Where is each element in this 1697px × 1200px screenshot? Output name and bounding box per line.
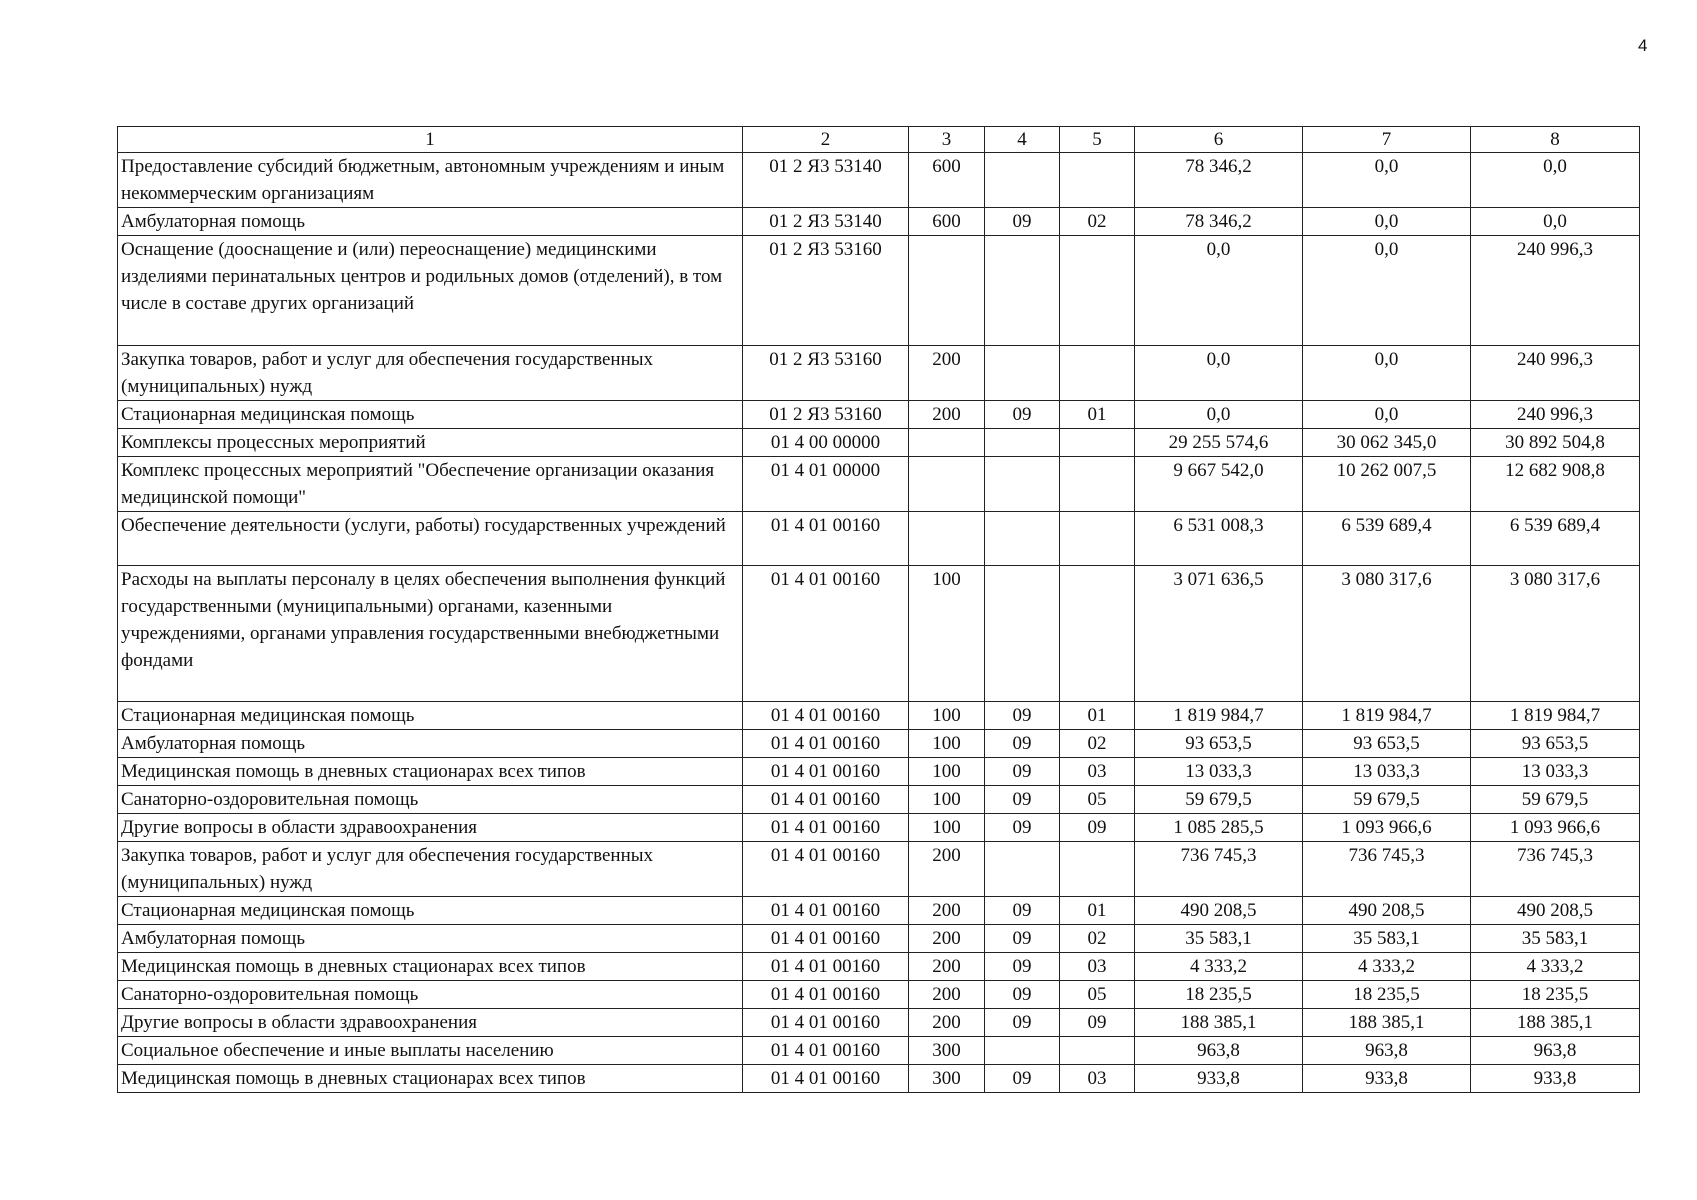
expense-name-cell: Закупка товаров, работ и услуг для обеспечения государственных (муниципальных) нужд bbox=[118, 346, 743, 401]
section-cell: 09 bbox=[985, 981, 1060, 1009]
amount-year3-cell: 6 539 689,4 bbox=[1471, 512, 1640, 566]
subsection-cell: 03 bbox=[1060, 758, 1135, 786]
column-number: 6 bbox=[1135, 127, 1303, 153]
table-row bbox=[118, 346, 1640, 401]
amount-year1-cell: 29 255 574,6 bbox=[1135, 429, 1303, 457]
amount-year2-cell: 188 385,1 bbox=[1303, 1009, 1471, 1037]
table-row bbox=[118, 897, 1640, 925]
table-row bbox=[118, 1009, 1640, 1037]
amount-year1-cell: 78 346,2 bbox=[1135, 153, 1303, 208]
section-cell: 09 bbox=[985, 730, 1060, 758]
amount-year2-cell: 933,8 bbox=[1303, 1065, 1471, 1093]
amount-year2-cell: 963,8 bbox=[1303, 1037, 1471, 1065]
expense-name-cell: Другие вопросы в области здравоохранения bbox=[118, 814, 743, 842]
section-cell bbox=[985, 153, 1060, 208]
section-cell bbox=[985, 1037, 1060, 1065]
amount-year3-cell: 490 208,5 bbox=[1471, 897, 1640, 925]
table-row bbox=[118, 153, 1640, 208]
target-code-cell: 01 2 Я3 53140 bbox=[743, 153, 909, 208]
subsection-cell: 09 bbox=[1060, 1009, 1135, 1037]
section-cell: 09 bbox=[985, 702, 1060, 730]
subsection-cell bbox=[1060, 429, 1135, 457]
section-cell bbox=[985, 566, 1060, 702]
subsection-cell bbox=[1060, 457, 1135, 512]
section-cell: 09 bbox=[985, 758, 1060, 786]
expense-name-cell: Санаторно-оздоровительная помощь bbox=[118, 981, 743, 1009]
section-cell: 09 bbox=[985, 786, 1060, 814]
amount-year3-cell: 12 682 908,8 bbox=[1471, 457, 1640, 512]
table-row bbox=[118, 730, 1640, 758]
column-number: 7 bbox=[1303, 127, 1471, 153]
amount-year2-cell: 35 583,1 bbox=[1303, 925, 1471, 953]
expense-type-cell bbox=[909, 236, 985, 346]
target-code-cell: 01 4 01 00160 bbox=[743, 1065, 909, 1093]
amount-year1-cell: 963,8 bbox=[1135, 1037, 1303, 1065]
table-row bbox=[118, 981, 1640, 1009]
expense-name-cell: Обеспечение деятельности (услуги, работы) государственных учреждений bbox=[118, 512, 743, 566]
section-cell: 09 bbox=[985, 401, 1060, 429]
subsection-cell: 03 bbox=[1060, 953, 1135, 981]
amount-year1-cell: 1 085 285,5 bbox=[1135, 814, 1303, 842]
amount-year2-cell: 0,0 bbox=[1303, 401, 1471, 429]
expense-type-cell: 100 bbox=[909, 786, 985, 814]
expense-name-cell: Санаторно-оздоровительная помощь bbox=[118, 786, 743, 814]
target-code-cell: 01 2 Я3 53160 bbox=[743, 346, 909, 401]
amount-year2-cell: 4 333,2 bbox=[1303, 953, 1471, 981]
expense-name-cell: Медицинская помощь в дневных стационарах всех типов bbox=[118, 953, 743, 981]
amount-year3-cell: 3 080 317,6 bbox=[1471, 566, 1640, 702]
expense-type-cell: 200 bbox=[909, 953, 985, 981]
expense-type-cell bbox=[909, 429, 985, 457]
subsection-cell: 01 bbox=[1060, 401, 1135, 429]
column-number-row bbox=[118, 127, 1640, 153]
expense-type-cell: 200 bbox=[909, 401, 985, 429]
expense-name-cell: Другие вопросы в области здравоохранения bbox=[118, 1009, 743, 1037]
expense-type-cell: 200 bbox=[909, 925, 985, 953]
expense-type-cell: 600 bbox=[909, 208, 985, 236]
amount-year2-cell: 0,0 bbox=[1303, 236, 1471, 346]
expense-type-cell: 300 bbox=[909, 1037, 985, 1065]
section-cell: 09 bbox=[985, 814, 1060, 842]
expense-type-cell: 200 bbox=[909, 346, 985, 401]
section-cell bbox=[985, 512, 1060, 566]
amount-year1-cell: 736 745,3 bbox=[1135, 842, 1303, 897]
target-code-cell: 01 4 01 00160 bbox=[743, 730, 909, 758]
amount-year3-cell: 0,0 bbox=[1471, 153, 1640, 208]
expense-type-cell: 300 bbox=[909, 1065, 985, 1093]
table-body bbox=[118, 127, 1640, 1093]
table-row bbox=[118, 814, 1640, 842]
table-row bbox=[118, 401, 1640, 429]
expense-name-cell: Закупка товаров, работ и услуг для обеспечения государственных (муниципальных) нужд bbox=[118, 842, 743, 897]
amount-year1-cell: 0,0 bbox=[1135, 236, 1303, 346]
table-row bbox=[118, 953, 1640, 981]
amount-year2-cell: 13 033,3 bbox=[1303, 758, 1471, 786]
expense-type-cell: 200 bbox=[909, 842, 985, 897]
amount-year1-cell: 188 385,1 bbox=[1135, 1009, 1303, 1037]
table-row bbox=[118, 1065, 1640, 1093]
subsection-cell bbox=[1060, 153, 1135, 208]
target-code-cell: 01 4 01 00160 bbox=[743, 897, 909, 925]
amount-year1-cell: 18 235,5 bbox=[1135, 981, 1303, 1009]
expense-name-cell: Стационарная медицинская помощь bbox=[118, 401, 743, 429]
amount-year1-cell: 3 071 636,5 bbox=[1135, 566, 1303, 702]
amount-year2-cell: 1 093 966,6 bbox=[1303, 814, 1471, 842]
amount-year2-cell: 3 080 317,6 bbox=[1303, 566, 1471, 702]
table-row bbox=[118, 236, 1640, 346]
expense-type-cell: 100 bbox=[909, 566, 985, 702]
subsection-cell: 03 bbox=[1060, 1065, 1135, 1093]
section-cell bbox=[985, 457, 1060, 512]
section-cell: 09 bbox=[985, 953, 1060, 981]
expense-name-cell: Расходы на выплаты персоналу в целях обеспечения выполнения функций государственными (муниципальными) органами, казенными учреждениями, органами управления государственными внебюджетными фондами bbox=[118, 566, 743, 702]
amount-year3-cell: 240 996,3 bbox=[1471, 401, 1640, 429]
expense-type-cell: 200 bbox=[909, 1009, 985, 1037]
target-code-cell: 01 4 01 00160 bbox=[743, 925, 909, 953]
expense-name-cell: Оснащение (дооснащение и (или) переоснащение) медицинскими изделиями перинатальных центров и родильных домов (отделений), в том числе в составе других организаций bbox=[118, 236, 743, 346]
target-code-cell: 01 4 01 00160 bbox=[743, 566, 909, 702]
amount-year3-cell: 1 819 984,7 bbox=[1471, 702, 1640, 730]
target-code-cell: 01 4 01 00160 bbox=[743, 758, 909, 786]
amount-year3-cell: 188 385,1 bbox=[1471, 1009, 1640, 1037]
subsection-cell bbox=[1060, 236, 1135, 346]
target-code-cell: 01 4 01 00160 bbox=[743, 786, 909, 814]
expense-name-cell: Амбулаторная помощь bbox=[118, 925, 743, 953]
expense-type-cell: 100 bbox=[909, 702, 985, 730]
expense-type-cell bbox=[909, 457, 985, 512]
table-row bbox=[118, 1037, 1640, 1065]
subsection-cell: 02 bbox=[1060, 730, 1135, 758]
amount-year3-cell: 13 033,3 bbox=[1471, 758, 1640, 786]
section-cell: 09 bbox=[985, 1065, 1060, 1093]
amount-year2-cell: 18 235,5 bbox=[1303, 981, 1471, 1009]
amount-year1-cell: 13 033,3 bbox=[1135, 758, 1303, 786]
amount-year2-cell: 736 745,3 bbox=[1303, 842, 1471, 897]
amount-year1-cell: 93 653,5 bbox=[1135, 730, 1303, 758]
amount-year1-cell: 59 679,5 bbox=[1135, 786, 1303, 814]
amount-year1-cell: 9 667 542,0 bbox=[1135, 457, 1303, 512]
target-code-cell: 01 4 01 00160 bbox=[743, 842, 909, 897]
amount-year1-cell: 490 208,5 bbox=[1135, 897, 1303, 925]
table-row bbox=[118, 702, 1640, 730]
amount-year3-cell: 1 093 966,6 bbox=[1471, 814, 1640, 842]
amount-year3-cell: 59 679,5 bbox=[1471, 786, 1640, 814]
target-code-cell: 01 4 01 00160 bbox=[743, 702, 909, 730]
column-number: 2 bbox=[743, 127, 909, 153]
subsection-cell: 02 bbox=[1060, 925, 1135, 953]
expense-name-cell: Комплексы процессных мероприятий bbox=[118, 429, 743, 457]
expense-type-cell: 100 bbox=[909, 758, 985, 786]
amount-year2-cell: 0,0 bbox=[1303, 153, 1471, 208]
table-row bbox=[118, 925, 1640, 953]
section-cell: 09 bbox=[985, 208, 1060, 236]
amount-year2-cell: 10 262 007,5 bbox=[1303, 457, 1471, 512]
target-code-cell: 01 4 01 00160 bbox=[743, 981, 909, 1009]
subsection-cell: 01 bbox=[1060, 897, 1135, 925]
amount-year1-cell: 0,0 bbox=[1135, 346, 1303, 401]
amount-year3-cell: 240 996,3 bbox=[1471, 346, 1640, 401]
amount-year2-cell: 0,0 bbox=[1303, 208, 1471, 236]
subsection-cell: 05 bbox=[1060, 786, 1135, 814]
subsection-cell bbox=[1060, 566, 1135, 702]
target-code-cell: 01 2 Я3 53160 bbox=[743, 236, 909, 346]
expense-type-cell bbox=[909, 512, 985, 566]
target-code-cell: 01 4 01 00160 bbox=[743, 512, 909, 566]
column-number: 4 bbox=[985, 127, 1060, 153]
column-number: 8 bbox=[1471, 127, 1640, 153]
target-code-cell: 01 4 01 00160 bbox=[743, 953, 909, 981]
target-code-cell: 01 2 Я3 53140 bbox=[743, 208, 909, 236]
amount-year2-cell: 93 653,5 bbox=[1303, 730, 1471, 758]
amount-year2-cell: 1 819 984,7 bbox=[1303, 702, 1471, 730]
amount-year2-cell: 490 208,5 bbox=[1303, 897, 1471, 925]
expense-type-cell: 600 bbox=[909, 153, 985, 208]
amount-year3-cell: 35 583,1 bbox=[1471, 925, 1640, 953]
expense-name-cell: Амбулаторная помощь bbox=[118, 208, 743, 236]
amount-year3-cell: 93 653,5 bbox=[1471, 730, 1640, 758]
column-number: 3 bbox=[909, 127, 985, 153]
amount-year3-cell: 963,8 bbox=[1471, 1037, 1640, 1065]
amount-year1-cell: 4 333,2 bbox=[1135, 953, 1303, 981]
expense-name-cell: Социальное обеспечение и иные выплаты населению bbox=[118, 1037, 743, 1065]
page-number: 4 bbox=[1638, 36, 1648, 55]
amount-year3-cell: 18 235,5 bbox=[1471, 981, 1640, 1009]
subsection-cell bbox=[1060, 1037, 1135, 1065]
table-row bbox=[118, 208, 1640, 236]
amount-year3-cell: 736 745,3 bbox=[1471, 842, 1640, 897]
table-row bbox=[118, 429, 1640, 457]
expense-name-cell: Стационарная медицинская помощь bbox=[118, 897, 743, 925]
amount-year2-cell: 0,0 bbox=[1303, 346, 1471, 401]
expense-type-cell: 100 bbox=[909, 814, 985, 842]
amount-year3-cell: 4 333,2 bbox=[1471, 953, 1640, 981]
target-code-cell: 01 4 01 00160 bbox=[743, 1037, 909, 1065]
amount-year3-cell: 30 892 504,8 bbox=[1471, 429, 1640, 457]
amount-year1-cell: 0,0 bbox=[1135, 401, 1303, 429]
section-cell bbox=[985, 346, 1060, 401]
section-cell: 09 bbox=[985, 925, 1060, 953]
amount-year3-cell: 0,0 bbox=[1471, 208, 1640, 236]
section-cell bbox=[985, 842, 1060, 897]
target-code-cell: 01 4 01 00000 bbox=[743, 457, 909, 512]
amount-year3-cell: 240 996,3 bbox=[1471, 236, 1640, 346]
amount-year1-cell: 933,8 bbox=[1135, 1065, 1303, 1093]
target-code-cell: 01 4 01 00160 bbox=[743, 1009, 909, 1037]
section-cell bbox=[985, 429, 1060, 457]
amount-year2-cell: 30 062 345,0 bbox=[1303, 429, 1471, 457]
section-cell bbox=[985, 236, 1060, 346]
subsection-cell bbox=[1060, 346, 1135, 401]
expense-name-cell: Комплекс процессных мероприятий "Обеспечение организации оказания медицинской помощи" bbox=[118, 457, 743, 512]
expense-name-cell: Медицинская помощь в дневных стационарах всех типов bbox=[118, 758, 743, 786]
amount-year2-cell: 6 539 689,4 bbox=[1303, 512, 1471, 566]
target-code-cell: 01 4 01 00160 bbox=[743, 814, 909, 842]
amount-year1-cell: 1 819 984,7 bbox=[1135, 702, 1303, 730]
table-row bbox=[118, 758, 1640, 786]
table-row bbox=[118, 786, 1640, 814]
subsection-cell bbox=[1060, 512, 1135, 566]
table-row bbox=[118, 512, 1640, 566]
amount-year1-cell: 78 346,2 bbox=[1135, 208, 1303, 236]
column-number: 5 bbox=[1060, 127, 1135, 153]
section-cell: 09 bbox=[985, 897, 1060, 925]
expense-type-cell: 200 bbox=[909, 981, 985, 1009]
target-code-cell: 01 4 00 00000 bbox=[743, 429, 909, 457]
amount-year1-cell: 35 583,1 bbox=[1135, 925, 1303, 953]
table-row bbox=[118, 566, 1640, 702]
subsection-cell: 01 bbox=[1060, 702, 1135, 730]
expense-type-cell: 200 bbox=[909, 897, 985, 925]
subsection-cell: 02 bbox=[1060, 208, 1135, 236]
target-code-cell: 01 2 Я3 53160 bbox=[743, 401, 909, 429]
expense-name-cell: Стационарная медицинская помощь bbox=[118, 702, 743, 730]
budget-table bbox=[117, 126, 1640, 1093]
expense-name-cell: Медицинская помощь в дневных стационарах всех типов bbox=[118, 1065, 743, 1093]
subsection-cell bbox=[1060, 842, 1135, 897]
expense-type-cell: 100 bbox=[909, 730, 985, 758]
section-cell: 09 bbox=[985, 1009, 1060, 1037]
expense-name-cell: Предоставление субсидий бюджетным, автономным учреждениям и иным некоммерческим организациям bbox=[118, 153, 743, 208]
column-number: 1 bbox=[118, 127, 743, 153]
amount-year2-cell: 59 679,5 bbox=[1303, 786, 1471, 814]
amount-year1-cell: 6 531 008,3 bbox=[1135, 512, 1303, 566]
table-row bbox=[118, 457, 1640, 512]
table-row bbox=[118, 842, 1640, 897]
subsection-cell: 05 bbox=[1060, 981, 1135, 1009]
subsection-cell: 09 bbox=[1060, 814, 1135, 842]
expense-name-cell: Амбулаторная помощь bbox=[118, 730, 743, 758]
amount-year3-cell: 933,8 bbox=[1471, 1065, 1640, 1093]
